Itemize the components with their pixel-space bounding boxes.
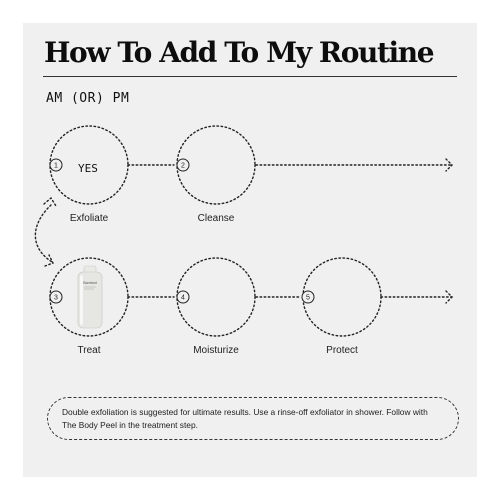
step-label-1: Exfoliate [69,213,109,224]
step-number-3: 3 [54,294,58,302]
step-number-1: 1 [54,162,58,170]
page-title: How To Add To My Routine [44,36,434,69]
routine-time-label: AM (OR) PM [46,91,130,106]
loop-arrowhead-top [44,198,56,206]
exfoliate-answer: YES [78,162,98,175]
step-circle-5 [303,258,381,336]
step-number-5: 5 [306,294,310,302]
loop-arrowhead-bottom [45,255,53,266]
step-label-4: Moisturize [193,345,239,356]
step-label-3: Treat [77,345,101,356]
step-label-5: Protect [326,345,358,356]
step-number-2: 2 [181,162,185,170]
product-bottle-image [78,266,102,328]
loop-connector [35,205,52,262]
step-label-2: Cleanse [197,213,235,224]
product-brand: Bamford [83,281,97,285]
exfoliation-note: Double exfoliation is suggested for ultimate results. Use a rinse-off exfoliator in shower. Follow with The Body Peel in the treatment step. [47,397,459,440]
step-number-4: 4 [181,294,185,302]
